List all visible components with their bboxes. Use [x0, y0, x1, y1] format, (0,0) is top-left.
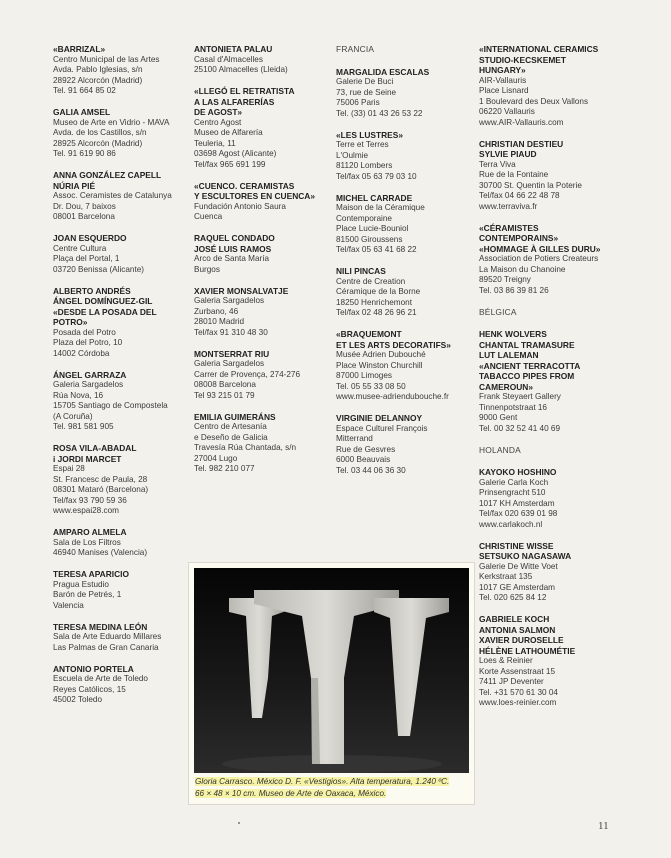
listing-name: TERESA MEDINA LEÓN	[53, 621, 148, 632]
listing-line: e Deseño de Galicia	[194, 432, 268, 442]
decorative-dot	[238, 822, 240, 824]
listing-name: JOAN ESQUERDO	[53, 233, 127, 243]
listing-name: NILI PINCAS	[336, 266, 386, 276]
listing-line: 27004 Lugo	[194, 453, 238, 463]
listing-line: 75006 Paris	[336, 98, 380, 107]
listing-line: Valencia	[53, 600, 84, 610]
listing-line: Maison de la Céramique	[336, 203, 425, 212]
listing-line: Frank Steyaert Gallery	[479, 392, 561, 401]
section-heading-belgica: BÉLGICA	[479, 306, 517, 317]
listing-line: www.espai28.com	[53, 506, 119, 515]
listing-entry	[53, 443, 183, 517]
listing-entry	[53, 370, 183, 433]
sculpture-image	[194, 568, 469, 773]
listing-name: RAQUEL CONDADO JOSÉ LUIS RAMOS	[194, 233, 275, 254]
listing-entry	[479, 614, 619, 709]
listing-line: Centre Cultura	[53, 243, 107, 253]
listing-line: Tel. 020 625 84 12	[479, 593, 547, 602]
listing-line: Tel. 05 55 33 08 50	[336, 381, 406, 391]
listing-line: 25100 Almacelles (Lleida)	[194, 65, 288, 74]
listing-name: VIRGINIE DELANNOY	[336, 413, 423, 423]
listing-entry	[53, 569, 183, 611]
listing-line: Terra Viva	[479, 159, 516, 169]
listing-line: Las Palmas de Gran Canaria	[53, 642, 159, 652]
listing-line: Galeria Sargadelos	[194, 296, 265, 305]
caption-line-2: 66 × 48 × 10 cm. Museo de Arte de Oaxaca, México.	[195, 788, 387, 798]
listing-entry	[53, 170, 183, 223]
listing-line: Pragua Estudio	[53, 579, 109, 589]
listing-line: Avda. de los Castillos, s/n	[53, 128, 147, 137]
listing-line: AIR-Vallauris	[479, 75, 527, 85]
listing-entry	[53, 664, 183, 706]
listing-line: Association de Potiers Createurs	[479, 254, 599, 263]
listing-line: Carrer de Provença, 274-276	[194, 369, 301, 379]
listing-line: Galeria Sargadelos	[194, 359, 265, 368]
listing-entry	[53, 622, 183, 654]
listing-line: Tel/fax 020 639 01 98	[479, 509, 558, 518]
listing-name: MARGALIDA ESCALAS	[336, 66, 430, 77]
listing-name: CHRISTINE WISSE SETSUKO NAGASAWA	[479, 540, 572, 561]
listing-entry	[479, 139, 619, 213]
listing-entry	[53, 286, 183, 360]
listing-line: Place Lisnard	[479, 86, 529, 95]
listing-line: 7411 JP Deventer	[479, 677, 544, 686]
listing-line: www.terraviva.fr	[479, 201, 538, 211]
listing-entry	[336, 329, 471, 403]
listing-entry	[194, 233, 330, 275]
listing-line: Mitterrand	[336, 434, 373, 443]
listing-line: Tel/fax 93 790 59 36	[53, 495, 127, 505]
listing-line: 08001 Barcelona	[53, 212, 115, 221]
listing-line: 03720 Benissa (Alicante)	[53, 264, 145, 274]
listing-line: Cuenca	[194, 212, 223, 221]
listing-entry	[479, 467, 619, 530]
listing-line: 14002 Córdoba	[53, 348, 110, 358]
listing-name: GALIA AMSEL	[53, 107, 111, 117]
listing-line: Plaça del Portal, 1	[53, 254, 120, 263]
listing-name: AMPARO ALMELA	[53, 527, 127, 537]
listing-name: HENK WOLVERS CHANTAL TRAMASURE LUT LALEMAN «ANCIENT TERRACOTTA TABACCO PIPES FROM CAMEROUN»	[479, 329, 581, 392]
listing-line: Place Winston Churchill	[336, 360, 423, 370]
listing-line: 73, rue de Seine	[336, 87, 397, 97]
listing-line: 81500 Giroussens	[336, 234, 403, 244]
listing-line: 45002 Toledo	[53, 695, 103, 704]
listing-entry	[53, 107, 183, 160]
listing-line: Tel. +31 570 61 30 04	[479, 687, 558, 697]
listing-name: ANTONIO PORTELA	[53, 663, 134, 674]
listing-line: www.musee-adriendubouche.fr	[336, 392, 449, 401]
listing-line: www.carlakoch.nl	[479, 519, 543, 529]
listing-line: Rúa Nova, 16	[53, 390, 104, 400]
listing-line: Galerie De Buci	[336, 77, 394, 86]
listing-line: Escuela de Arte de Toledo	[53, 674, 148, 683]
listing-entry	[194, 349, 330, 402]
listing-line: 28925 Alcorcón (Madrid)	[53, 138, 143, 148]
listing-entry	[479, 541, 619, 604]
listing-entry	[53, 527, 183, 559]
listing-line: Centro de Artesanía	[194, 422, 267, 431]
listing-line: Museo de Arte en Vidrio - MAVA	[53, 117, 170, 127]
listing-line: 08301 Mataró (Barcelona)	[53, 485, 149, 494]
listing-line: Terre et Terres	[336, 140, 389, 149]
listing-entry	[336, 266, 471, 319]
listing-line: 15705 Santiago de Compostela	[53, 401, 168, 410]
listing-line: Rue de Gesvres	[336, 444, 396, 454]
listing-line: Place Lucie-Bouniol	[336, 224, 409, 233]
listing-line: 81120 Lombers	[336, 161, 393, 170]
listing-line: Teuleria, 11	[194, 138, 236, 148]
listing-line: (A Coruña)	[53, 411, 93, 421]
listing-line: Sala de Los Filtros	[53, 537, 121, 547]
listing-line: Espace Culturel François	[336, 423, 428, 433]
listing-line: Tel. 00 32 52 41 40 69	[479, 423, 561, 433]
listing-entry	[194, 86, 330, 170]
listing-line: Casal d'Almacelles	[194, 54, 263, 64]
listing-line: Reyes Católicos, 15	[53, 684, 126, 694]
artwork-photo-frame	[188, 562, 475, 805]
listing-line: Tel. 03 86 39 81 26	[479, 285, 549, 295]
listing-line: 6000 Beauvais	[336, 455, 391, 464]
listing-line: Kerkstraat 135	[479, 572, 533, 581]
listing-name: ALBERTO ANDRÉS ÁNGEL DOMÍNGUEZ-GIL «DESDE LA POSADA DEL POTRO»	[53, 285, 157, 327]
listing-name: «CUENCO. CERAMISTAS Y ESCULTORES EN CUENCA»	[194, 180, 315, 201]
listing-line: 87000 Limoges	[336, 371, 392, 380]
listing-line: 1 Boulevard des Deux Vallons	[479, 96, 589, 106]
listing-line: 28010 Madrid	[194, 317, 245, 326]
listing-line: Rue de la Fontaine	[479, 170, 549, 179]
listing-line: Posada del Potro	[53, 327, 116, 337]
photo-caption	[195, 776, 467, 799]
listing-line: 28922 Alcorcón (Madrid)	[53, 75, 143, 85]
listing-line: Travesía Rúa Chantada, s/n	[194, 443, 297, 452]
listing-line: Tel. 91 664 85 02	[53, 86, 116, 95]
listing-line: Tel. 91 619 90 86	[53, 149, 116, 158]
listing-line: Galerie Carla Koch	[479, 477, 549, 487]
listing-line: www.AIR-Vallauris.com	[479, 117, 564, 127]
listing-line: Espai 28	[53, 464, 85, 473]
column-spain-1	[53, 44, 183, 716]
listing-line: 1017 KH Amsterdam	[479, 498, 555, 508]
listing-line: 46940 Manises (Valencia)	[53, 548, 148, 557]
listing-line: Tel/fax 91 310 48 30	[194, 327, 268, 337]
listing-name: EMILIA GUIMERÁNS	[194, 411, 276, 422]
artwork-photo	[194, 568, 469, 773]
listing-entry	[479, 223, 619, 297]
listing-line: Centre de Creation	[336, 276, 406, 286]
listing-line: Centro Municipal de las Artes	[53, 54, 160, 64]
listing-name: MICHEL CARRADE	[336, 192, 413, 203]
listing-name: GABRIELE KOCH ANTONIA SALMON XAVIER DUROSELLE HÉLÈNE LATHOUMÉTIE	[479, 614, 576, 656]
listing-line: Plaza del Potro, 10	[53, 338, 123, 347]
listing-line: Tel. 03 44 06 36 30	[336, 465, 406, 475]
listing-line: La Maison du Chanoine	[479, 264, 566, 274]
listing-line: 30700 St. Quentin la Poterie	[479, 180, 582, 190]
listing-line: Tel/fax 04 66 22 48 78	[479, 191, 560, 200]
listing-line: L'Oulmie	[336, 150, 369, 160]
listing-entry	[53, 44, 183, 97]
listing-line: 08008 Barcelona	[194, 380, 256, 389]
listing-entry	[479, 44, 619, 128]
listing-name: «LLEGÓ EL RETRATISTA A LAS ALFARERÍAS DE AGOST»	[194, 86, 295, 117]
listing-line: Tel/fax 05 63 41 68 22	[336, 245, 417, 254]
listing-line: Fundación Antonio Saura	[194, 201, 286, 211]
listing-line: Tel. 982 210 077	[194, 464, 255, 473]
listing-line: Céramique de la Borne	[336, 287, 421, 296]
listing-line: Zurbano, 46	[194, 306, 239, 316]
listing-line: Avda. Pablo Iglesias, s/n	[53, 65, 143, 74]
listing-line: 06220 Vallauris	[479, 107, 535, 116]
listing-line: Museo de Alfarería	[194, 128, 263, 137]
listing-entry	[336, 130, 471, 183]
listing-name: ANNA GONZÁLEZ CAPELL NÚRIA PIÉ	[53, 170, 162, 191]
listing-line: Prinsengracht 510	[479, 488, 546, 497]
listing-entry	[194, 44, 330, 76]
listing-entry	[479, 329, 619, 434]
listing-entry	[53, 233, 183, 275]
listing-line: Burgos	[194, 264, 220, 274]
listing-entry	[194, 181, 330, 223]
section-heading-holanda: HOLANDA	[479, 444, 521, 455]
listing-line: Tel/fax 02 48 26 96 21	[336, 308, 417, 317]
listing-line: Galeria Sargadelos	[53, 380, 124, 389]
listing-name: «CÉRAMISTES CONTEMPORAINS» «HOMMAGE À GILLES DURU»	[479, 222, 601, 254]
listing-name: «BARRIZAL»	[53, 44, 106, 54]
listing-line: 18250 Henrichemont	[336, 297, 413, 307]
listing-line: St. Francesc de Paula, 28	[53, 474, 148, 484]
listing-line: Tel. 981 581 905	[53, 422, 114, 431]
listing-line: Galerie De Witte Voet	[479, 561, 558, 571]
listing-line: 89520 Treigny	[479, 275, 531, 284]
listing-entry	[336, 413, 471, 476]
listing-line: Tel/fax 05 63 79 03 10	[336, 171, 417, 181]
section-heading-francia: FRANCIA	[336, 44, 375, 54]
listing-line: 9000 Gent	[479, 413, 518, 422]
listing-name: ANTONIETA PALAU	[194, 44, 273, 54]
column-spain-2	[194, 44, 330, 485]
listing-name: XAVIER MONSALVATJE	[194, 285, 289, 296]
page-number: 11	[598, 820, 609, 832]
listing-entry	[194, 412, 330, 475]
listing-line: Assoc. Ceramistes de Catalunya	[53, 191, 172, 200]
listing-line: 1017 GE Amsterdam	[479, 582, 555, 592]
listing-line: Dr. Dou, 7 baixos	[53, 201, 116, 211]
listing-entry	[336, 67, 471, 120]
column-france	[336, 44, 471, 487]
listing-name: «LES LUSTRES»	[336, 129, 404, 140]
listing-name: «BRAQUEMONT ET LES ARTS DECORATIFS»	[336, 329, 451, 350]
listing-name: TERESA APARICIO	[53, 569, 129, 579]
listing-line: Contemporaine	[336, 213, 392, 223]
listing-line: Centro Agost	[194, 117, 242, 127]
listing-line: Sala de Arte Eduardo Millares	[53, 632, 162, 641]
listing-line: 03698 Agost (Alicante)	[194, 149, 277, 158]
listing-line: Tel 93 215 01 79	[194, 390, 255, 400]
listing-line: Tel/fax 965 691 199	[194, 159, 266, 169]
listing-name: «INTERNATIONAL CERAMICS STUDIO-KECSKEMET HUNGARY»	[479, 44, 599, 75]
listing-name: ROSA VILA-ABADAL i JORDI MARCET	[53, 443, 137, 464]
listing-name: KAYOKO HOSHINO	[479, 467, 557, 477]
listing-line: www.loes-reinier.com	[479, 698, 557, 707]
listing-name: MONTSERRAT RIU	[194, 348, 270, 359]
listing-line: Korte Assenstraat 15	[479, 666, 556, 676]
caption-line-1: Gloria Carrasco. México D. F. «Vestigios». Alta temperatura, 1.240 ºC.	[195, 777, 450, 786]
listing-line: Musée Adrien Dubouché	[336, 350, 426, 359]
listing-line: Arco de Santa María	[194, 254, 270, 263]
listing-line: Tel. (33) 01 43 26 53 22	[336, 108, 423, 118]
column-international	[479, 44, 619, 719]
listing-line: Loes & Reinier	[479, 656, 533, 665]
listing-entry	[194, 286, 330, 339]
listing-name: CHRISTIAN DESTIEU SYLVIE PIAUD	[479, 138, 564, 159]
listing-entry	[336, 193, 471, 256]
listing-name: ÁNGEL GARRAZA	[53, 369, 127, 380]
listing-line: Barón de Petrés, 1	[53, 590, 122, 599]
listing-line: Tinnenpotstraat 16	[479, 402, 547, 412]
